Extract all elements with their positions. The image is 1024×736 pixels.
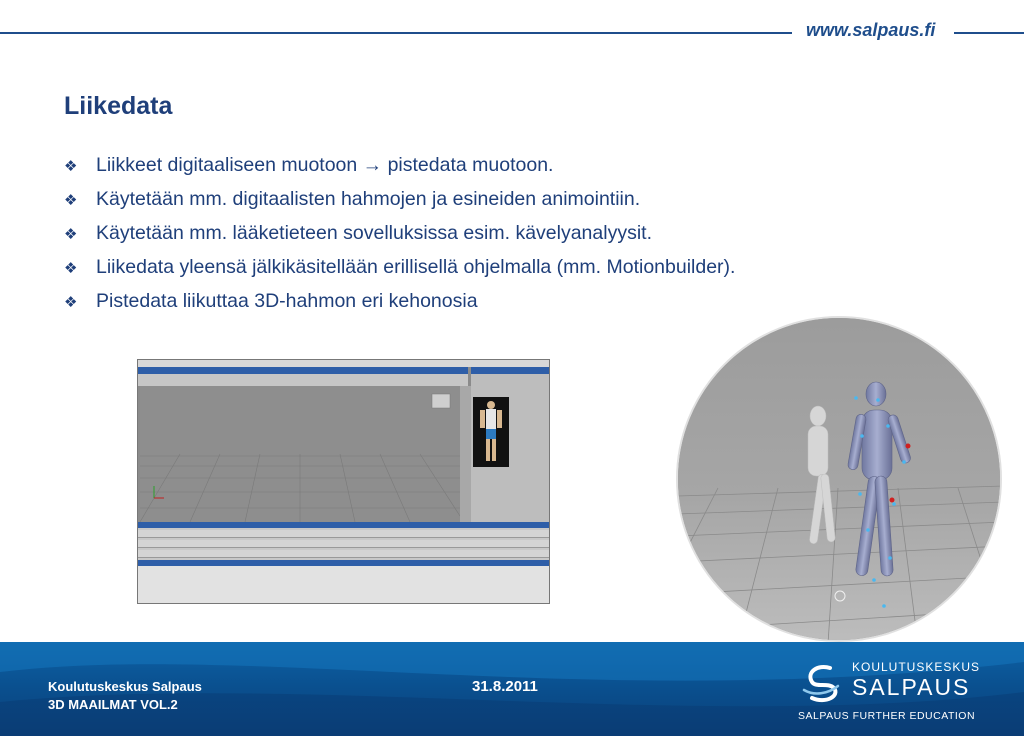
bullet-text: Liikkeet digitaaliseen muotoon → pistedata muotoon. bbox=[96, 154, 554, 176]
bullet-text: Käytetään mm. digitaalisten hahmojen ja esineiden animointiin. bbox=[96, 188, 641, 210]
bullet-list bbox=[64, 148, 735, 318]
slide-footer bbox=[0, 642, 1024, 736]
bullet-item bbox=[64, 148, 735, 182]
timeline-row bbox=[138, 550, 549, 558]
logo-text-salpaus: SALPAUS bbox=[852, 674, 971, 700]
logo-text-further-education: SALPAUS FURTHER EDUCATION bbox=[798, 710, 976, 722]
bullet-item bbox=[64, 250, 735, 284]
diamond-bullet-icon: ❖ bbox=[64, 226, 78, 243]
header-line-left bbox=[0, 32, 792, 34]
screenshot-viewport bbox=[140, 386, 460, 522]
panel-header bbox=[471, 367, 549, 374]
character-preview bbox=[473, 397, 509, 467]
timeline-row bbox=[138, 540, 549, 548]
bullet-item bbox=[64, 216, 735, 250]
header-url[interactable]: www.salpaus.fi bbox=[806, 20, 936, 40]
logo-text-koulutuskeskus: KOULUTUSKESKUS bbox=[852, 660, 981, 674]
header-line-right bbox=[954, 32, 1024, 34]
diamond-bullet-icon: ❖ bbox=[64, 260, 78, 277]
footer-org bbox=[48, 678, 202, 714]
screenshot-menubar bbox=[138, 360, 549, 367]
slide-title: Liikedata bbox=[64, 92, 173, 120]
diamond-bullet-icon: ❖ bbox=[64, 158, 78, 175]
timeline-row bbox=[138, 530, 549, 538]
character-figure-icon bbox=[473, 397, 509, 467]
diamond-bullet-icon: ❖ bbox=[64, 192, 78, 209]
bullet-item bbox=[64, 284, 735, 318]
footer-date: 31.8.2011 bbox=[472, 678, 538, 695]
screenshot-titlebar bbox=[138, 367, 468, 374]
bullet-text: Käytetään mm. lääketieteen sovelluksissa esim. kävelyanalyysit. bbox=[96, 222, 652, 244]
footer-org-name: Koulutuskeskus Salpaus bbox=[48, 679, 202, 694]
bullet-text: Liikedata yleensä jälkikäsitellään erillisellä ohjelmalla (mm. Motionbuilder). bbox=[96, 256, 736, 278]
footer-course-name: 3D MAAILMAT VOL.2 bbox=[48, 697, 178, 712]
diamond-bullet-icon: ❖ bbox=[64, 294, 78, 311]
mocap-scene bbox=[678, 318, 1002, 642]
timeline-header bbox=[138, 522, 549, 528]
navigator-header bbox=[138, 560, 549, 566]
navigator-panel bbox=[138, 560, 549, 603]
screenshot-timeline-panel bbox=[138, 522, 549, 603]
mocap-figures-render bbox=[676, 316, 1002, 642]
salpaus-logo-icon bbox=[800, 660, 844, 704]
screenshot-toolbar bbox=[138, 374, 468, 386]
motionbuilder-screenshot bbox=[137, 359, 550, 604]
bullet-item bbox=[64, 182, 735, 216]
bullet-text: Pistedata liikuttaa 3D-hahmon eri kehonosia bbox=[96, 290, 478, 312]
